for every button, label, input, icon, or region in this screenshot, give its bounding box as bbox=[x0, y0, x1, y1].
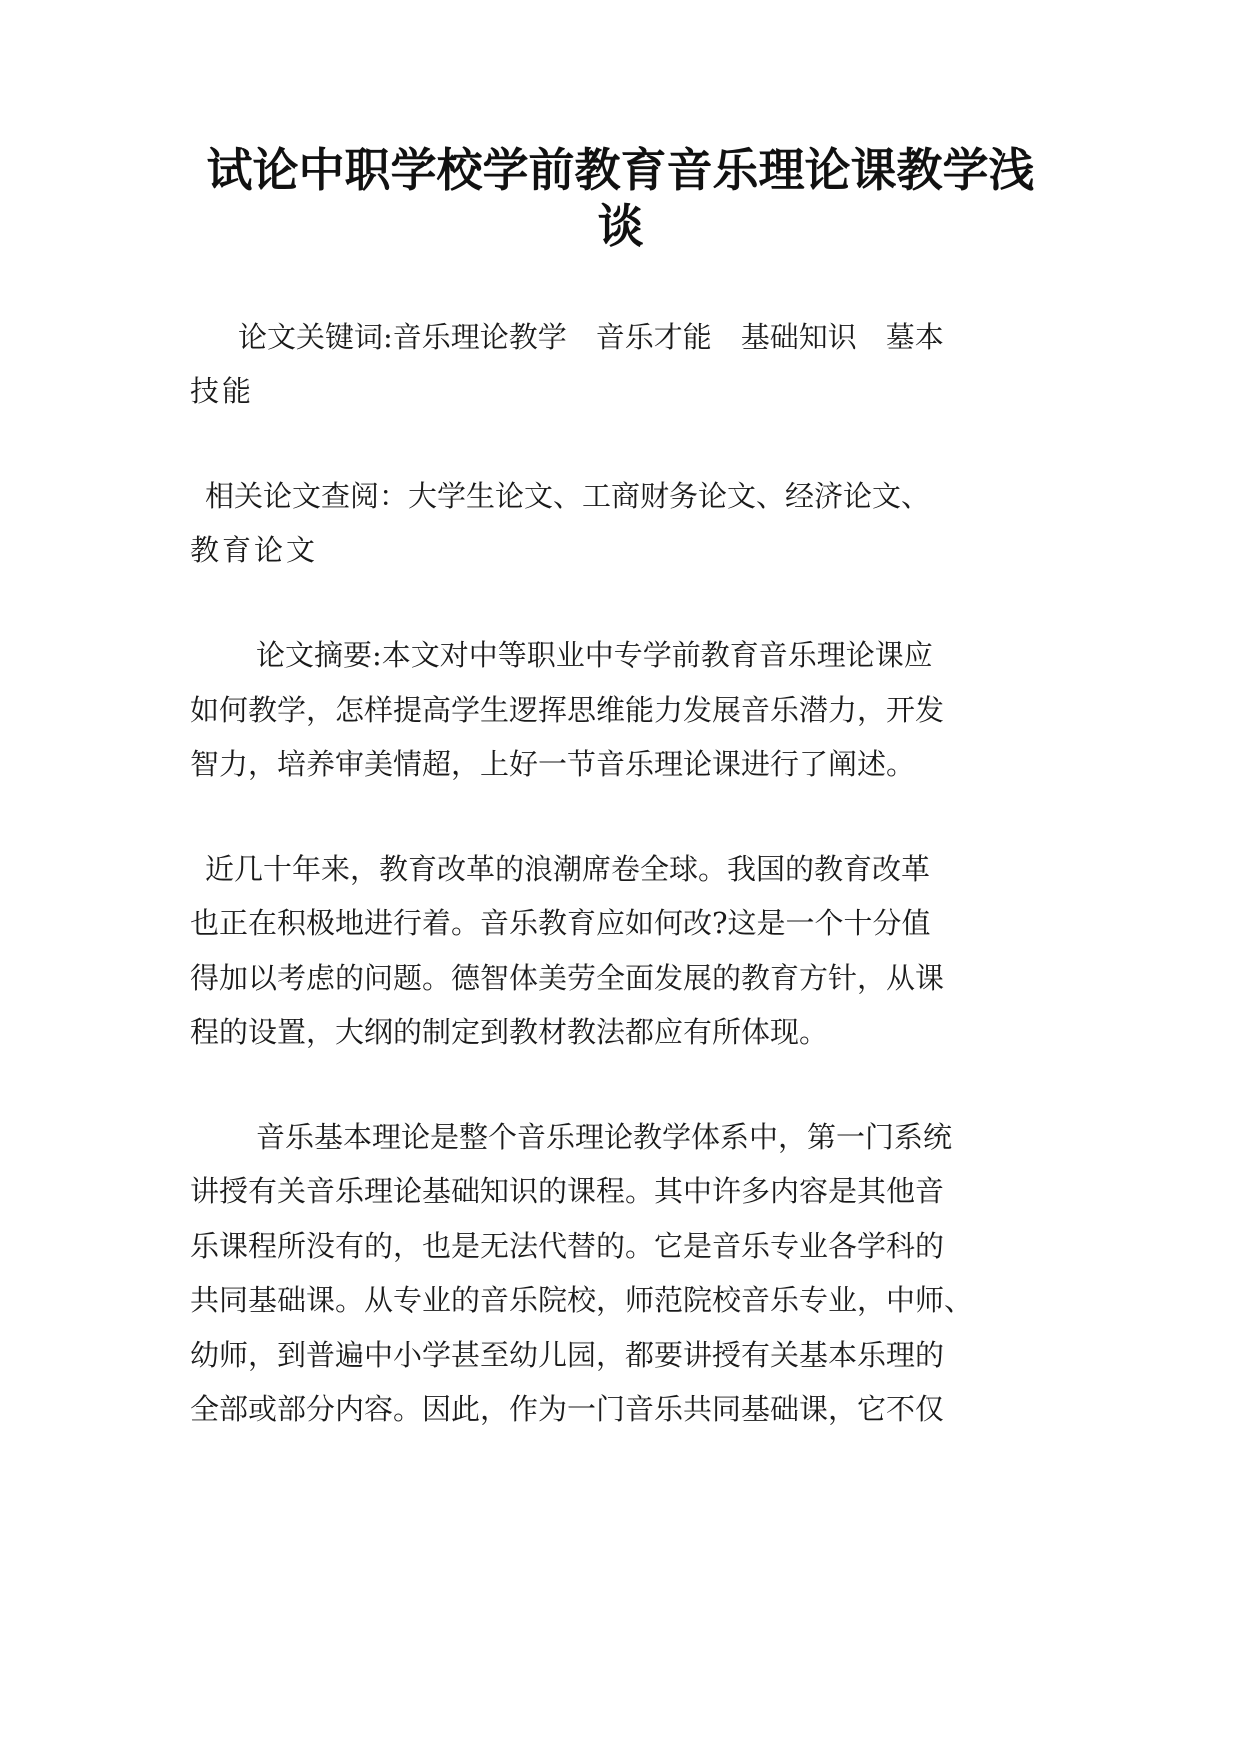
abstract-line-1: 论文摘要:本文对中等职业中专学前教育音乐理论课应 bbox=[256, 638, 933, 672]
paragraph-1-line-2: 也正在积极地进行着。音乐教育应如何改?这是一个十分值 bbox=[190, 906, 931, 940]
related-papers-line-2: 教育论文 bbox=[190, 533, 319, 567]
keywords-line-1: 论文关键词:音乐理论教学 音乐才能 基础知识 墓本 bbox=[238, 320, 944, 354]
paragraph-2-line-2: 讲授有关音乐理论基础知识的课程。其中许多内容是其他音 bbox=[190, 1174, 945, 1208]
paragraph-2-line-4: 共同基础课。从专业的音乐院校，师范院校音乐专业，中师、 bbox=[190, 1283, 974, 1317]
paragraph-2-line-6: 全部或部分内容。因此，作为一门音乐共同基础课，它不仅 bbox=[190, 1392, 945, 1426]
paragraph-2-line-3: 乐课程所没有的，也是无法代替的。它是音乐专业各学科的 bbox=[190, 1229, 945, 1263]
paragraph-1-line-3: 得加以考虑的问题。德智体美劳全面发展的教育方针，从课 bbox=[190, 961, 945, 995]
keywords-line-2: 技能 bbox=[190, 374, 255, 408]
abstract-line-3: 智力，培养审美情超，上好一节音乐理论课进行了阐述。 bbox=[190, 747, 916, 781]
document-title-line-2: 谈 bbox=[597, 199, 644, 253]
document-title-line-1: 试论中职学校学前教育音乐理论课教学浅 bbox=[206, 143, 1035, 197]
paragraph-1-line-1: 近几十年来，教育改革的浪潮席卷全球。我国的教育改革 bbox=[205, 852, 931, 886]
related-papers-line-1: 相关论文查阅：大学生论文、工商财务论文、经济论文、 bbox=[205, 479, 931, 513]
paragraph-2-line-1: 音乐基本理论是整个音乐理论教学体系中，第一门系统 bbox=[256, 1120, 953, 1154]
paragraph-1-line-4: 程的设置，大纲的制定到教材教法都应有所体现。 bbox=[190, 1015, 829, 1049]
abstract-line-2: 如何教学，怎样提高学生逻挥思维能力发展音乐潜力，开发 bbox=[190, 693, 945, 727]
paragraph-2-line-5: 幼师，到普遍中小学甚至幼儿园，都要讲授有关基本乐理的 bbox=[190, 1338, 945, 1372]
